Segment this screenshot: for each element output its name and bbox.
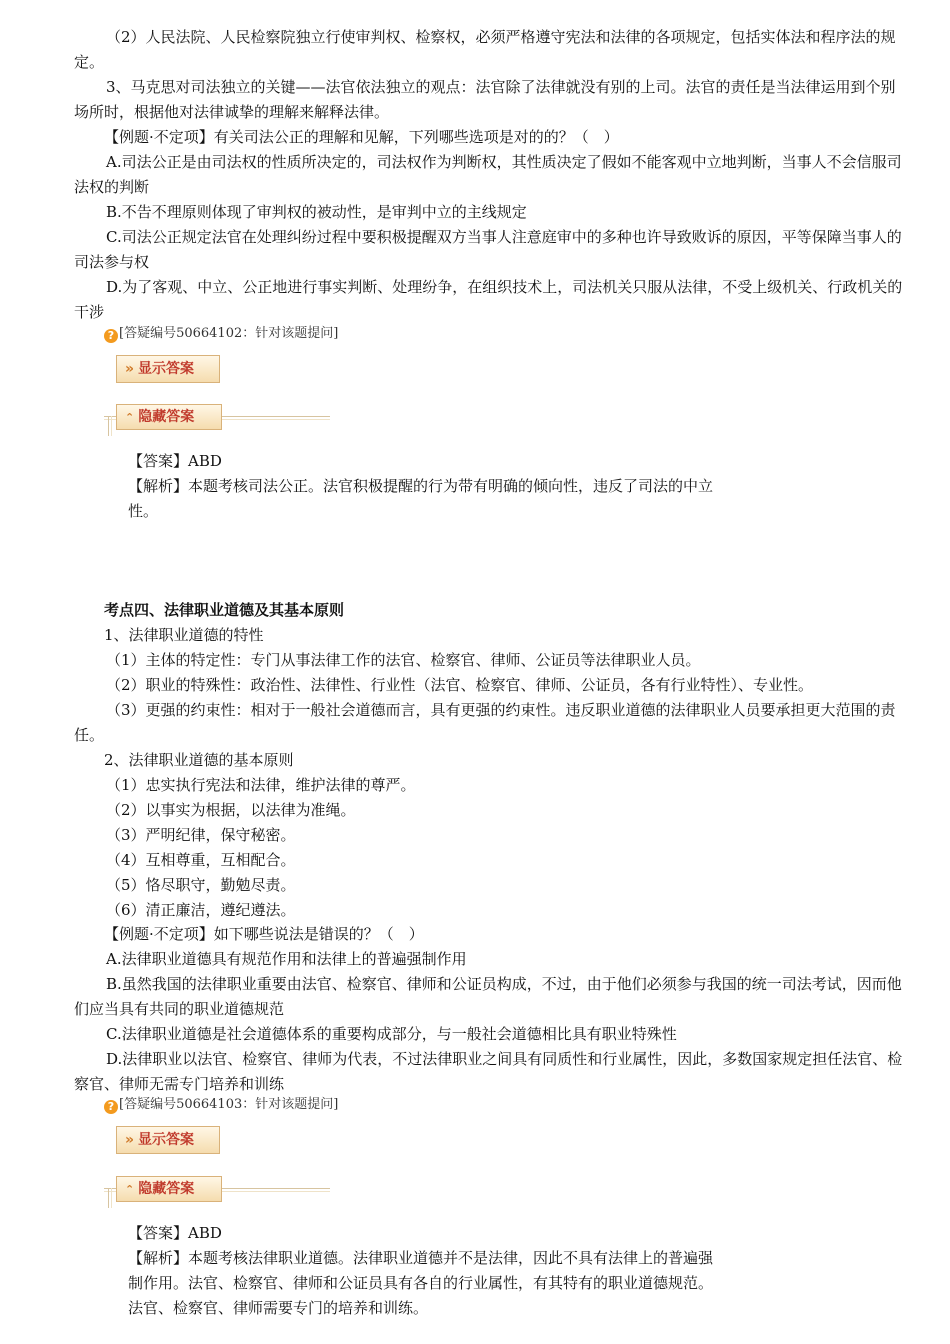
subheading-principles: 2、法律职业道德的基本原则 [104, 751, 294, 769]
example-question-1: 【例题·不定项】有关司法公正的理解和见解，下列哪些选项是对的的？（ ） [104, 128, 619, 146]
option-a-2: A.法律职业道德具有规范作用和法律上的普遍强制作用 [106, 950, 467, 968]
principle-5: （5）恪尽职守，勤勉尽责。 [106, 876, 296, 894]
question-link-text: [答疑编号50664102：针对该题提问] [119, 326, 339, 341]
show-answer-label: 显示答案 [138, 361, 195, 377]
paragraph-independent-trial: （2）人民法院、人民检察院独立行使审判权、检察权，必须严格遵守宪法和法律的各项规定，包括实体法和程序法的规定。 [74, 28, 896, 71]
double-chevron-up-icon: ⌃ [125, 1183, 135, 1196]
question-icon: ? [104, 329, 118, 343]
trait-1: （1）主体的特定性：专门从事法律工作的法官、检察官、律师、公证员等法律职业人员。 [106, 651, 701, 669]
principle-4: （4）互相尊重，互相配合。 [106, 851, 296, 869]
answer-1: 【答案】ABD [128, 452, 222, 470]
option-c-2: C.法律职业道德是社会道德体系的重要构成部分，与一般社会道德相比具有职业特殊性 [106, 1025, 677, 1043]
analysis-2-line-3: 法官、检察官、律师需要专门的培养和训练。 [128, 1299, 429, 1317]
analysis-1-line-1: 【解析】本题考核司法公正。法官积极提醒的行为带有明确的倾向性，违反了司法的中立 [128, 477, 714, 495]
analysis-2-line-2: 制作用。法官、检察官、律师和公证员具有各自的行业属性，有其特有的职业道德规范。 [128, 1274, 714, 1292]
principle-2: （2）以事实为根据，以法律为准绳。 [106, 801, 356, 819]
show-answer-label: 显示答案 [138, 1132, 195, 1148]
principle-6: （6）清正廉洁，遵纪遵法。 [106, 901, 296, 919]
option-a-1: A.司法公正是由司法权的性质所决定的，司法权作为判断权，其性质决定了假如不能客观中立地判断，当事人不会信服司法权的判断 [74, 153, 902, 196]
show-answer-button-2[interactable] [116, 1126, 220, 1154]
panel-divider-vertical [108, 1188, 112, 1208]
analysis-1-line-2: 性。 [128, 502, 159, 520]
double-chevron-right-icon: » [125, 361, 135, 377]
hide-answer-button-1[interactable] [116, 404, 222, 430]
hide-answer-panel-1 [104, 400, 334, 436]
example-question-2: 【例题·不定项】如下哪些说法是错误的？（ ） [104, 925, 424, 943]
panel-divider-vertical [108, 416, 112, 436]
principle-1: （1）忠实执行宪法和法律，维护法律的尊严。 [106, 776, 416, 794]
double-chevron-up-icon: ⌃ [125, 411, 135, 424]
show-answer-button-1[interactable] [116, 355, 220, 383]
option-d-1: D.为了客观、中立、公正地进行事实判断、处理纷争，在组织技术上，司法机关只服从法律，不受上级机关、行政机关的干涉 [74, 278, 903, 321]
question-icon: ? [104, 1100, 118, 1114]
hide-answer-label: 隐藏答案 [138, 409, 195, 425]
question-link-2[interactable] [104, 1096, 338, 1114]
answer-2: 【答案】ABD [128, 1224, 222, 1242]
option-d-2: D.法律职业以法官、检察官、律师为代表，不过法律职业之间具有同质性和行业属性，因此，多数国家规定担任法官、检察官、律师无需专门培养和训练 [74, 1050, 903, 1093]
hide-answer-panel-2 [104, 1172, 334, 1208]
analysis-2-line-1: 【解析】本题考核法律职业道德。法律职业道德并不是法律，因此不具有法律上的普遍强 [128, 1249, 714, 1267]
paragraph-marx-judicial-independence: 3、马克思对司法独立的关键——法官依法独立的观点：法官除了法律就没有别的上司。法官的责任是当法律运用到个别场所时，根据他对法律诚挚的理解来解释法律。 [74, 78, 896, 121]
principle-3: （3）严明纪律，保守秘密。 [106, 826, 296, 844]
hide-answer-label: 隐藏答案 [138, 1181, 195, 1197]
option-c-1: C.司法公正规定法官在处理纠纷过程中要积极提醒双方当事人注意庭审中的多种也许导致败诉的原因，平等保障当事人的司法参与权 [74, 228, 902, 271]
question-link-text: [答疑编号50664103：针对该题提问] [119, 1097, 339, 1112]
trait-2: （2）职业的特殊性：政治性、法律性、行业性（法官、检察官、律师、公证员，各有行业特性）、专业性。 [106, 676, 814, 694]
double-chevron-right-icon: » [125, 1132, 135, 1148]
trait-3: （3）更强的约束性：相对于一般社会道德而言，具有更强的约束性。违反职业道德的法律职业人员要承担更大范围的责任。 [74, 701, 896, 744]
hide-answer-button-2[interactable] [116, 1176, 222, 1202]
section-heading: 考点四、法律职业道德及其基本原则 [104, 601, 345, 619]
question-link-1[interactable] [104, 325, 338, 343]
subheading-characteristics: 1、法律职业道德的特性 [104, 626, 264, 644]
option-b-2: B.虽然我国的法律职业重要由法官、检察官、律师和公证员构成，不过，由于他们必须参与我国的统一司法考试，因而他们应当具有共同的职业道德规范 [74, 975, 902, 1018]
option-b-1: B.不告不理原则体现了审判权的被动性，是审判中立的主线规定 [106, 203, 527, 221]
